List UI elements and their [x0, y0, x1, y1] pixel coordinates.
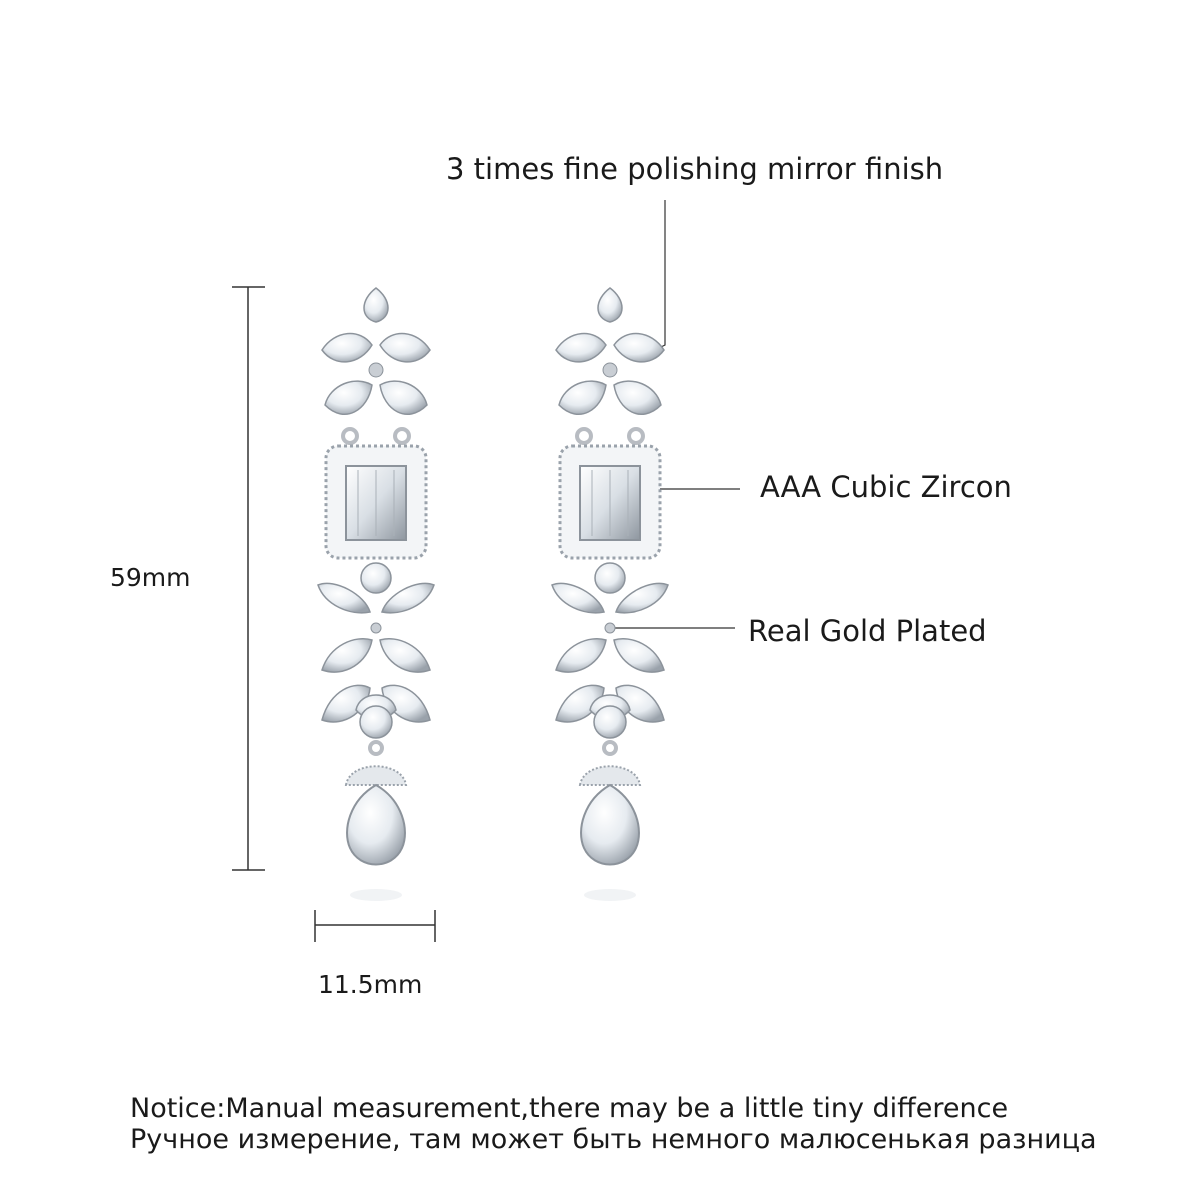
earring-left — [318, 288, 434, 901]
earring-right — [552, 288, 668, 901]
callout-finish — [655, 200, 665, 350]
height-measurement: 59mm — [110, 563, 191, 592]
height-dimension-line — [232, 287, 265, 870]
label-zircon: AAA Cubic Zircon — [760, 470, 1012, 504]
label-plating: Real Gold Plated — [748, 614, 987, 648]
width-dimension-line — [315, 910, 435, 942]
callout-lines — [612, 200, 740, 628]
label-finish: 3 times fine polishing mirror finish — [446, 152, 944, 186]
notice-english: Notice:Manual measurement,there may be a little tiny difference — [130, 1093, 1009, 1124]
notice-russian: Ручное измерение, там может быть немного малюсенькая разница — [130, 1124, 1097, 1155]
width-measurement: 11.5mm — [318, 970, 423, 999]
